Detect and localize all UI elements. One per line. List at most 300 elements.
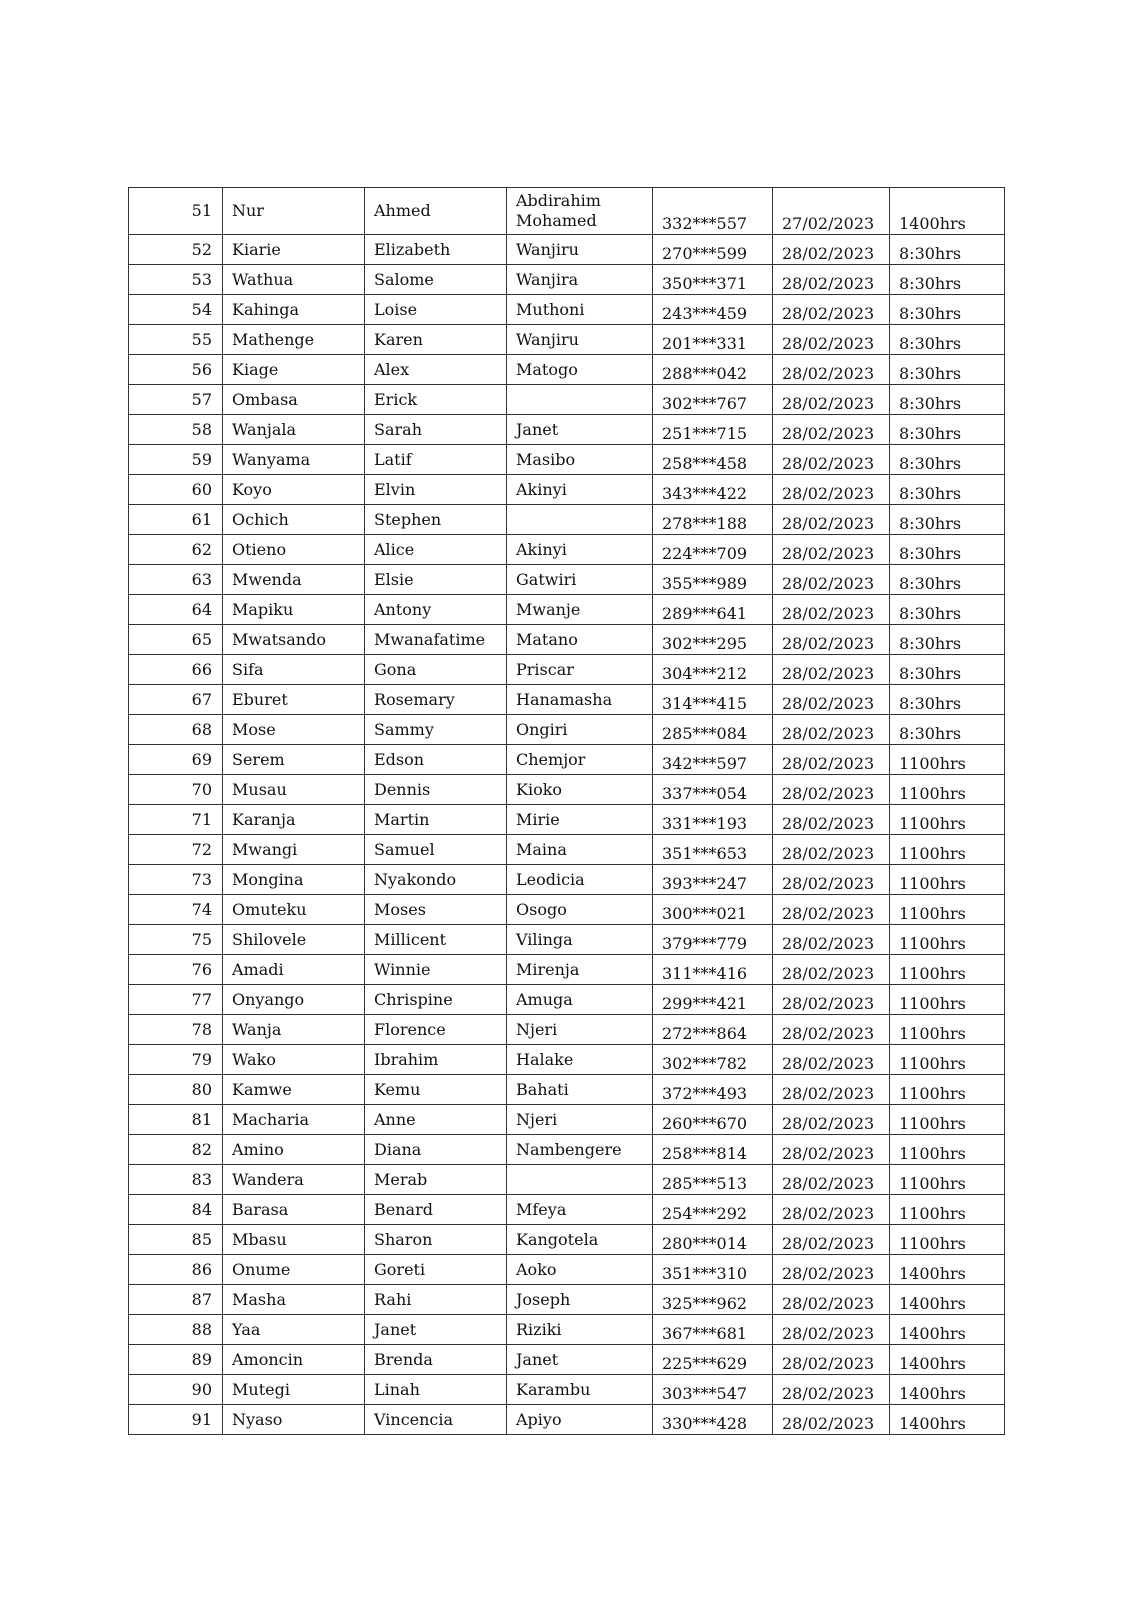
- date-cell: 28/02/2023: [773, 535, 890, 565]
- time-cell: 8:30hrs: [890, 235, 1005, 265]
- other-name-cell: Janet: [507, 1345, 653, 1375]
- row-number: 55: [129, 325, 223, 355]
- surname-cell: Wanjala: [223, 415, 365, 445]
- row-number: 75: [129, 925, 223, 955]
- table-row: [129, 805, 1005, 835]
- other-name-cell: Wanjiru: [507, 325, 653, 355]
- row-number: 65: [129, 625, 223, 655]
- date-cell: 28/02/2023: [773, 805, 890, 835]
- other-name-cell: Amuga: [507, 985, 653, 1015]
- date-cell: 28/02/2023: [773, 655, 890, 685]
- id-number-cell: 302***295: [653, 625, 773, 655]
- date-cell: 28/02/2023: [773, 1195, 890, 1225]
- row-number: 69: [129, 745, 223, 775]
- date-cell: 28/02/2023: [773, 685, 890, 715]
- id-number-cell: 258***458: [653, 445, 773, 475]
- surname-cell: Nur: [223, 188, 365, 235]
- date-cell: 28/02/2023: [773, 1315, 890, 1345]
- row-number: 51: [129, 188, 223, 235]
- surname-cell: Mbasu: [223, 1225, 365, 1255]
- date-cell: 28/02/2023: [773, 775, 890, 805]
- table-row: [129, 1015, 1005, 1045]
- first-name-cell: Sammy: [365, 715, 507, 745]
- roster-table-body: [129, 188, 1005, 1435]
- id-number-cell: 285***513: [653, 1165, 773, 1195]
- date-cell: 28/02/2023: [773, 1045, 890, 1075]
- first-name-cell: Elizabeth: [365, 235, 507, 265]
- table-row: [129, 295, 1005, 325]
- time-cell: 1100hrs: [890, 895, 1005, 925]
- row-number: 80: [129, 1075, 223, 1105]
- table-row: [129, 1345, 1005, 1375]
- id-number-cell: 225***629: [653, 1345, 773, 1375]
- row-number: 85: [129, 1225, 223, 1255]
- surname-cell: Koyo: [223, 475, 365, 505]
- time-cell: 1100hrs: [890, 1045, 1005, 1075]
- other-name-cell: Akinyi: [507, 475, 653, 505]
- first-name-cell: Janet: [365, 1315, 507, 1345]
- time-cell: 1100hrs: [890, 1165, 1005, 1195]
- table-row: [129, 1195, 1005, 1225]
- first-name-cell: Florence: [365, 1015, 507, 1045]
- surname-cell: Masha: [223, 1285, 365, 1315]
- id-number-cell: 351***310: [653, 1255, 773, 1285]
- first-name-cell: Edson: [365, 745, 507, 775]
- table-row: [129, 535, 1005, 565]
- time-cell: 8:30hrs: [890, 655, 1005, 685]
- time-cell: 1100hrs: [890, 835, 1005, 865]
- id-number-cell: 299***421: [653, 985, 773, 1015]
- surname-cell: Musau: [223, 775, 365, 805]
- time-cell: 8:30hrs: [890, 295, 1005, 325]
- other-name-cell: Bahati: [507, 1075, 653, 1105]
- id-number-cell: 278***188: [653, 505, 773, 535]
- surname-cell: Amino: [223, 1135, 365, 1165]
- time-cell: 8:30hrs: [890, 535, 1005, 565]
- id-number-cell: 251***715: [653, 415, 773, 445]
- first-name-cell: Vincencia: [365, 1405, 507, 1435]
- row-number: 64: [129, 595, 223, 625]
- id-number-cell: 260***670: [653, 1105, 773, 1135]
- other-name-cell: Osogo: [507, 895, 653, 925]
- time-cell: 1400hrs: [890, 1255, 1005, 1285]
- date-cell: 28/02/2023: [773, 415, 890, 445]
- other-name-cell: Apiyo: [507, 1405, 653, 1435]
- other-name-cell: Abdirahim Mohamed: [507, 188, 653, 235]
- date-cell: 28/02/2023: [773, 355, 890, 385]
- surname-cell: Kiarie: [223, 235, 365, 265]
- other-name-cell: Vilinga: [507, 925, 653, 955]
- date-cell: 28/02/2023: [773, 1105, 890, 1135]
- surname-cell: Mathenge: [223, 325, 365, 355]
- date-cell: 28/02/2023: [773, 265, 890, 295]
- date-cell: 28/02/2023: [773, 1405, 890, 1435]
- id-number-cell: 270***599: [653, 235, 773, 265]
- other-name-cell: Gatwiri: [507, 565, 653, 595]
- surname-cell: Omuteku: [223, 895, 365, 925]
- time-cell: 8:30hrs: [890, 625, 1005, 655]
- table-row: [129, 775, 1005, 805]
- id-number-cell: 254***292: [653, 1195, 773, 1225]
- other-name-cell: [507, 385, 653, 415]
- other-name-cell: Riziki: [507, 1315, 653, 1345]
- row-number: 58: [129, 415, 223, 445]
- time-cell: 8:30hrs: [890, 415, 1005, 445]
- date-cell: 28/02/2023: [773, 595, 890, 625]
- time-cell: 1100hrs: [890, 1225, 1005, 1255]
- id-number-cell: 372***493: [653, 1075, 773, 1105]
- date-cell: 28/02/2023: [773, 925, 890, 955]
- first-name-cell: Diana: [365, 1135, 507, 1165]
- time-cell: 1400hrs: [890, 188, 1005, 235]
- row-number: 74: [129, 895, 223, 925]
- other-name-cell: Hanamasha: [507, 685, 653, 715]
- table-row: [129, 895, 1005, 925]
- row-number: 84: [129, 1195, 223, 1225]
- row-number: 78: [129, 1015, 223, 1045]
- id-number-cell: 243***459: [653, 295, 773, 325]
- id-number-cell: 379***779: [653, 925, 773, 955]
- table-row: [129, 355, 1005, 385]
- surname-cell: Nyaso: [223, 1405, 365, 1435]
- time-cell: 8:30hrs: [890, 715, 1005, 745]
- other-name-cell: Mwanje: [507, 595, 653, 625]
- row-number: 90: [129, 1375, 223, 1405]
- id-number-cell: 288***042: [653, 355, 773, 385]
- date-cell: 28/02/2023: [773, 835, 890, 865]
- surname-cell: Wanja: [223, 1015, 365, 1045]
- id-number-cell: 314***415: [653, 685, 773, 715]
- id-number-cell: 337***054: [653, 775, 773, 805]
- other-name-cell: Matogo: [507, 355, 653, 385]
- id-number-cell: 350***371: [653, 265, 773, 295]
- first-name-cell: Erick: [365, 385, 507, 415]
- other-name-cell: Muthoni: [507, 295, 653, 325]
- row-number: 91: [129, 1405, 223, 1435]
- first-name-cell: Nyakondo: [365, 865, 507, 895]
- other-name-cell: [507, 1165, 653, 1195]
- id-number-cell: 300***021: [653, 895, 773, 925]
- first-name-cell: Loise: [365, 295, 507, 325]
- first-name-cell: Karen: [365, 325, 507, 355]
- table-row: [129, 235, 1005, 265]
- table-row: [129, 1135, 1005, 1165]
- first-name-cell: Rosemary: [365, 685, 507, 715]
- date-cell: 28/02/2023: [773, 445, 890, 475]
- id-number-cell: 311***416: [653, 955, 773, 985]
- row-number: 79: [129, 1045, 223, 1075]
- first-name-cell: Samuel: [365, 835, 507, 865]
- date-cell: 28/02/2023: [773, 1375, 890, 1405]
- date-cell: 28/02/2023: [773, 1135, 890, 1165]
- surname-cell: Kamwe: [223, 1075, 365, 1105]
- date-cell: 28/02/2023: [773, 955, 890, 985]
- other-name-cell: Karambu: [507, 1375, 653, 1405]
- first-name-cell: Anne: [365, 1105, 507, 1135]
- table-row: [129, 1225, 1005, 1255]
- date-cell: 28/02/2023: [773, 865, 890, 895]
- date-cell: 28/02/2023: [773, 385, 890, 415]
- surname-cell: Onume: [223, 1255, 365, 1285]
- first-name-cell: Sarah: [365, 415, 507, 445]
- row-number: 76: [129, 955, 223, 985]
- row-number: 63: [129, 565, 223, 595]
- date-cell: 28/02/2023: [773, 1075, 890, 1105]
- first-name-cell: Linah: [365, 1375, 507, 1405]
- other-name-cell: Chemjor: [507, 745, 653, 775]
- table-row: [129, 1105, 1005, 1135]
- date-cell: 28/02/2023: [773, 1225, 890, 1255]
- row-number: 57: [129, 385, 223, 415]
- first-name-cell: Antony: [365, 595, 507, 625]
- first-name-cell: Latif: [365, 445, 507, 475]
- table-row: [129, 1165, 1005, 1195]
- first-name-cell: Martin: [365, 805, 507, 835]
- id-number-cell: 331***193: [653, 805, 773, 835]
- time-cell: 1400hrs: [890, 1375, 1005, 1405]
- date-cell: 28/02/2023: [773, 295, 890, 325]
- id-number-cell: 342***597: [653, 745, 773, 775]
- row-number: 62: [129, 535, 223, 565]
- first-name-cell: Ahmed: [365, 188, 507, 235]
- time-cell: 8:30hrs: [890, 685, 1005, 715]
- surname-cell: Kiage: [223, 355, 365, 385]
- surname-cell: Mwenda: [223, 565, 365, 595]
- row-number: 72: [129, 835, 223, 865]
- first-name-cell: Moses: [365, 895, 507, 925]
- id-number-cell: 224***709: [653, 535, 773, 565]
- first-name-cell: Ibrahim: [365, 1045, 507, 1075]
- other-name-cell: Kangotela: [507, 1225, 653, 1255]
- date-cell: 28/02/2023: [773, 895, 890, 925]
- time-cell: 8:30hrs: [890, 505, 1005, 535]
- date-cell: 27/02/2023: [773, 188, 890, 235]
- row-number: 56: [129, 355, 223, 385]
- table-row: [129, 835, 1005, 865]
- date-cell: 28/02/2023: [773, 1285, 890, 1315]
- table-row: [129, 265, 1005, 295]
- other-name-cell: [507, 505, 653, 535]
- id-number-cell: 343***422: [653, 475, 773, 505]
- other-name-cell: Njeri: [507, 1015, 653, 1045]
- time-cell: 8:30hrs: [890, 325, 1005, 355]
- time-cell: 1100hrs: [890, 1075, 1005, 1105]
- first-name-cell: Dennis: [365, 775, 507, 805]
- other-name-cell: Janet: [507, 415, 653, 445]
- time-cell: 1400hrs: [890, 1345, 1005, 1375]
- row-number: 81: [129, 1105, 223, 1135]
- table-row: [129, 595, 1005, 625]
- other-name-cell: Mfeya: [507, 1195, 653, 1225]
- surname-cell: Mapiku: [223, 595, 365, 625]
- time-cell: 1400hrs: [890, 1285, 1005, 1315]
- table-row: [129, 1285, 1005, 1315]
- time-cell: 8:30hrs: [890, 595, 1005, 625]
- surname-cell: Wandera: [223, 1165, 365, 1195]
- first-name-cell: Millicent: [365, 925, 507, 955]
- surname-cell: Sifa: [223, 655, 365, 685]
- table-row: [129, 385, 1005, 415]
- surname-cell: Kahinga: [223, 295, 365, 325]
- id-number-cell: 325***962: [653, 1285, 773, 1315]
- other-name-cell: Wanjira: [507, 265, 653, 295]
- date-cell: 28/02/2023: [773, 325, 890, 355]
- other-name-cell: Akinyi: [507, 535, 653, 565]
- table-row: [129, 188, 1005, 235]
- surname-cell: Mose: [223, 715, 365, 745]
- time-cell: 1100hrs: [890, 955, 1005, 985]
- id-number-cell: 272***864: [653, 1015, 773, 1045]
- first-name-cell: Benard: [365, 1195, 507, 1225]
- id-number-cell: 304***212: [653, 655, 773, 685]
- table-row: [129, 685, 1005, 715]
- id-number-cell: 285***084: [653, 715, 773, 745]
- row-number: 89: [129, 1345, 223, 1375]
- row-number: 60: [129, 475, 223, 505]
- time-cell: 8:30hrs: [890, 565, 1005, 595]
- row-number: 73: [129, 865, 223, 895]
- id-number-cell: 355***989: [653, 565, 773, 595]
- other-name-cell: Kioko: [507, 775, 653, 805]
- time-cell: 1100hrs: [890, 1135, 1005, 1165]
- time-cell: 8:30hrs: [890, 475, 1005, 505]
- surname-cell: Serem: [223, 745, 365, 775]
- table-row: [129, 1255, 1005, 1285]
- surname-cell: Barasa: [223, 1195, 365, 1225]
- table-row: [129, 655, 1005, 685]
- row-number: 70: [129, 775, 223, 805]
- first-name-cell: Brenda: [365, 1345, 507, 1375]
- table-row: [129, 955, 1005, 985]
- other-name-cell: Njeri: [507, 1105, 653, 1135]
- date-cell: 28/02/2023: [773, 1015, 890, 1045]
- table-row: [129, 985, 1005, 1015]
- other-name-cell: Halake: [507, 1045, 653, 1075]
- other-name-cell: Aoko: [507, 1255, 653, 1285]
- date-cell: 28/02/2023: [773, 505, 890, 535]
- table-row: [129, 925, 1005, 955]
- surname-cell: Amadi: [223, 955, 365, 985]
- table-row: [129, 625, 1005, 655]
- id-number-cell: 302***767: [653, 385, 773, 415]
- row-number: 67: [129, 685, 223, 715]
- other-name-cell: Mirie: [507, 805, 653, 835]
- row-number: 68: [129, 715, 223, 745]
- date-cell: 28/02/2023: [773, 1345, 890, 1375]
- time-cell: 1100hrs: [890, 985, 1005, 1015]
- surname-cell: Otieno: [223, 535, 365, 565]
- row-number: 77: [129, 985, 223, 1015]
- time-cell: 1100hrs: [890, 1195, 1005, 1225]
- time-cell: 8:30hrs: [890, 265, 1005, 295]
- surname-cell: Ombasa: [223, 385, 365, 415]
- row-number: 88: [129, 1315, 223, 1345]
- surname-cell: Yaa: [223, 1315, 365, 1345]
- id-number-cell: 258***814: [653, 1135, 773, 1165]
- time-cell: 1100hrs: [890, 775, 1005, 805]
- roster-table: [128, 187, 1005, 1435]
- first-name-cell: Sharon: [365, 1225, 507, 1255]
- time-cell: 1100hrs: [890, 1015, 1005, 1045]
- table-row: [129, 715, 1005, 745]
- time-cell: 1100hrs: [890, 865, 1005, 895]
- id-number-cell: 330***428: [653, 1405, 773, 1435]
- first-name-cell: Elvin: [365, 475, 507, 505]
- table-row: [129, 1045, 1005, 1075]
- first-name-cell: Salome: [365, 265, 507, 295]
- first-name-cell: Rahi: [365, 1285, 507, 1315]
- id-number-cell: 332***557: [653, 188, 773, 235]
- surname-cell: Eburet: [223, 685, 365, 715]
- other-name-cell: Priscar: [507, 655, 653, 685]
- first-name-cell: Stephen: [365, 505, 507, 535]
- table-row: [129, 505, 1005, 535]
- time-cell: 8:30hrs: [890, 445, 1005, 475]
- first-name-cell: Chrispine: [365, 985, 507, 1015]
- table-row: [129, 475, 1005, 505]
- first-name-cell: Gona: [365, 655, 507, 685]
- time-cell: 1100hrs: [890, 805, 1005, 835]
- first-name-cell: Goreti: [365, 1255, 507, 1285]
- surname-cell: Amoncin: [223, 1345, 365, 1375]
- table-row: [129, 1375, 1005, 1405]
- surname-cell: Wako: [223, 1045, 365, 1075]
- time-cell: 8:30hrs: [890, 355, 1005, 385]
- other-name-cell: Wanjiru: [507, 235, 653, 265]
- id-number-cell: 289***641: [653, 595, 773, 625]
- table-row: [129, 1075, 1005, 1105]
- row-number: 83: [129, 1165, 223, 1195]
- first-name-cell: Mwanafatime: [365, 625, 507, 655]
- other-name-cell: Maina: [507, 835, 653, 865]
- other-name-cell: Mirenja: [507, 955, 653, 985]
- id-number-cell: 351***653: [653, 835, 773, 865]
- surname-cell: Ochich: [223, 505, 365, 535]
- date-cell: 28/02/2023: [773, 715, 890, 745]
- surname-cell: Wanyama: [223, 445, 365, 475]
- table-row: [129, 565, 1005, 595]
- table-row: [129, 445, 1005, 475]
- first-name-cell: Alex: [365, 355, 507, 385]
- first-name-cell: Merab: [365, 1165, 507, 1195]
- date-cell: 28/02/2023: [773, 745, 890, 775]
- surname-cell: Onyango: [223, 985, 365, 1015]
- first-name-cell: Winnie: [365, 955, 507, 985]
- table-row: [129, 415, 1005, 445]
- date-cell: 28/02/2023: [773, 625, 890, 655]
- time-cell: 8:30hrs: [890, 385, 1005, 415]
- id-number-cell: 367***681: [653, 1315, 773, 1345]
- surname-cell: Mongina: [223, 865, 365, 895]
- row-number: 54: [129, 295, 223, 325]
- other-name-cell: Ongiri: [507, 715, 653, 745]
- row-number: 87: [129, 1285, 223, 1315]
- surname-cell: Wathua: [223, 265, 365, 295]
- row-number: 53: [129, 265, 223, 295]
- table-row: [129, 865, 1005, 895]
- time-cell: 1400hrs: [890, 1315, 1005, 1345]
- time-cell: 1400hrs: [890, 1405, 1005, 1435]
- id-number-cell: 393***247: [653, 865, 773, 895]
- date-cell: 28/02/2023: [773, 1255, 890, 1285]
- row-number: 52: [129, 235, 223, 265]
- date-cell: 28/02/2023: [773, 475, 890, 505]
- surname-cell: Karanja: [223, 805, 365, 835]
- table-row: [129, 1405, 1005, 1435]
- surname-cell: Mutegi: [223, 1375, 365, 1405]
- other-name-cell: Nambengere: [507, 1135, 653, 1165]
- other-name-cell: Leodicia: [507, 865, 653, 895]
